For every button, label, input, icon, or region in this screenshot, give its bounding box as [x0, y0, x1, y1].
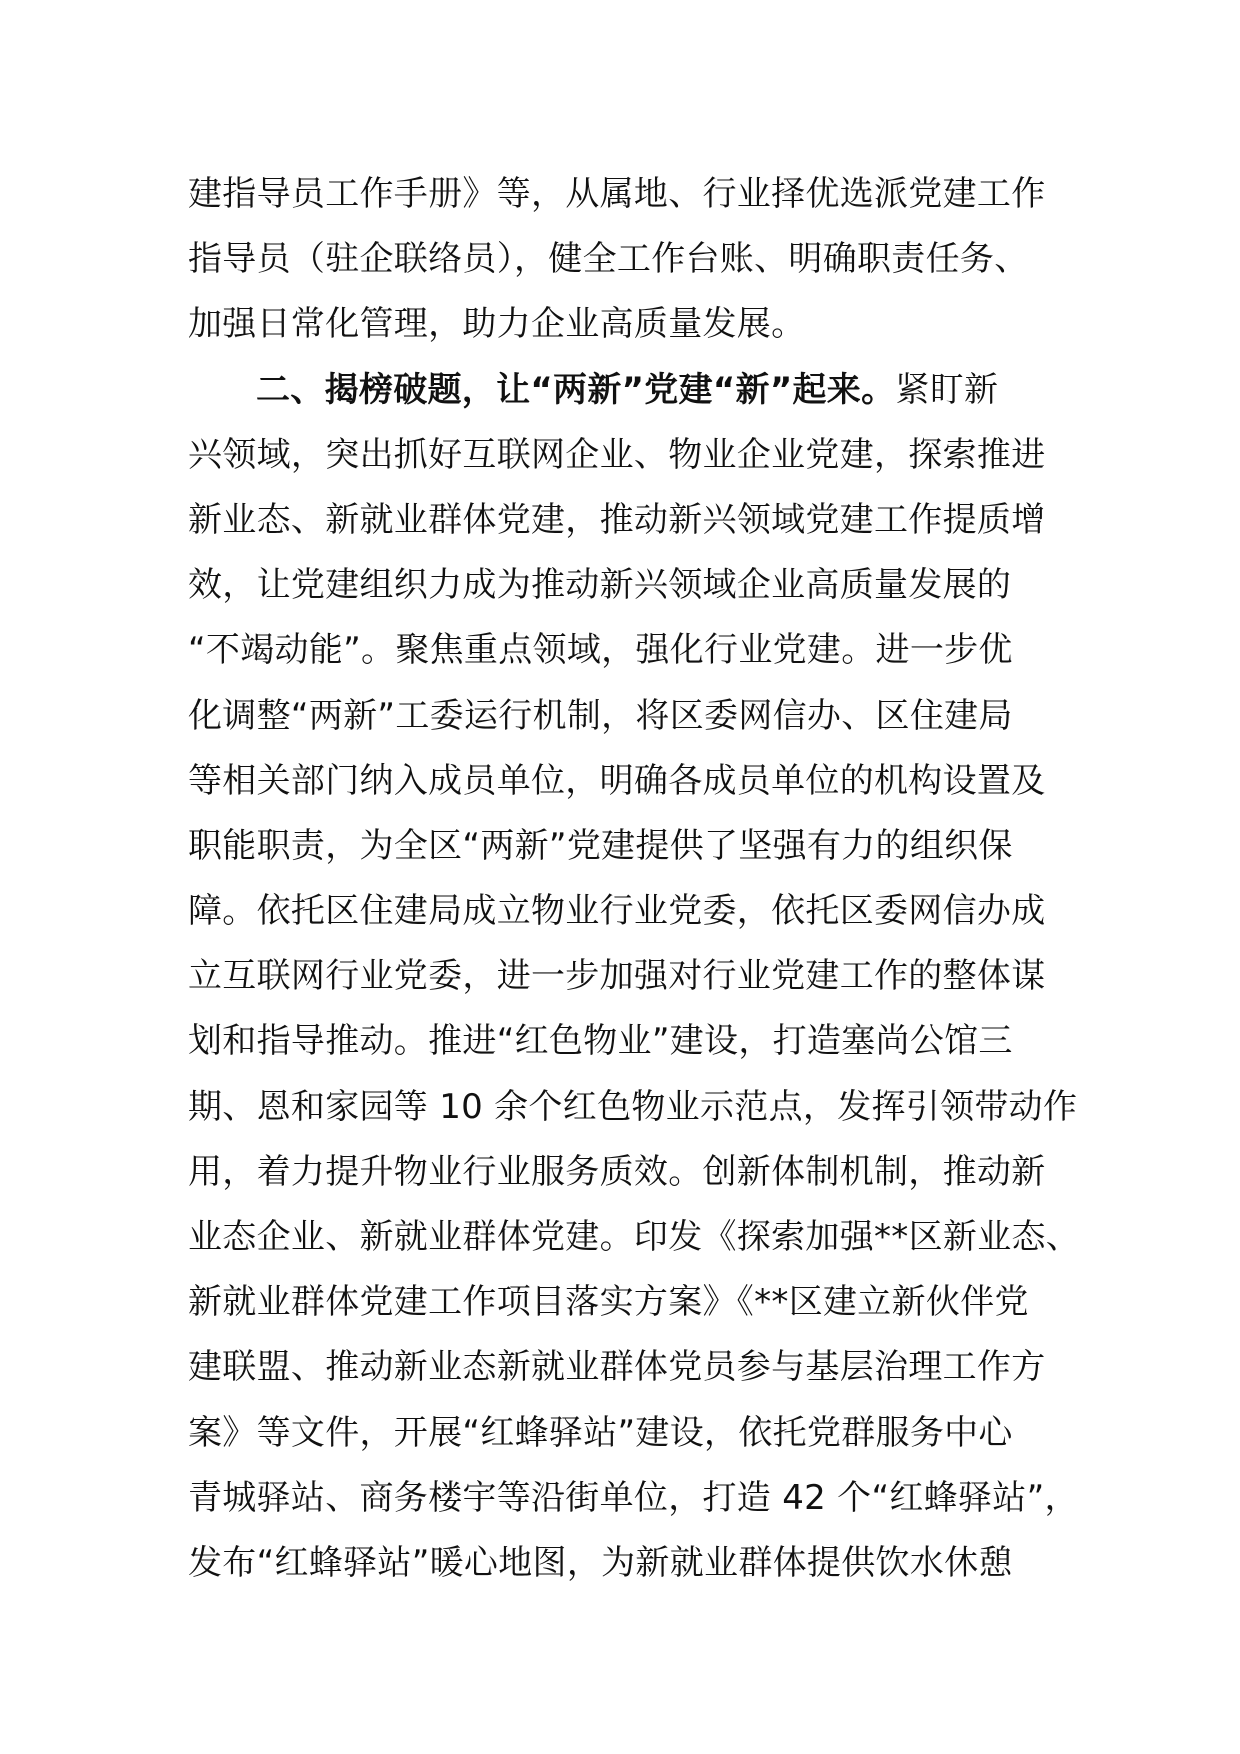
text-line: 新业态、新就业群体党建，推动新兴领域党建工作提质增 [188, 499, 1046, 540]
text-line: 案》等文件，开展“红蜂驿站”建设，依托党群服务中心 [188, 1412, 1013, 1453]
text-line: 业态企业、新就业群体党建。印发《探索加强**区新业态、 [188, 1217, 1081, 1257]
text-line: 建指导员工作手册》等，从属地、行业择优选派党建工作 [188, 174, 1046, 214]
text-line: 青城驿站、商务楼宇等沿街单位，打造 42 个“红蜂驿站”， [188, 1477, 1079, 1518]
text-line: 立互联网行业党委，进一步加强对行业党建工作的整体谋 [188, 956, 1046, 997]
text-line: 建联盟、推动新业态新就业群体党员参与基层治理工作方 [188, 1347, 1046, 1388]
text-line: 新就业群体党建工作项目落实方案》《**区建立新伙伴党 [188, 1282, 1029, 1323]
section-heading: 二、揭榜破题，让“两新”党建“新”起来。 [256, 369, 896, 410]
text-line: 等相关部门纳入成员单位，明确各成员单位的机构设置及 [188, 760, 1046, 801]
text-line: 化调整“两新”工委运行机制，将区委网信办、区住建局 [188, 695, 1013, 736]
section-heading-continuation: 紧盯新 [895, 369, 999, 410]
text-line: 发布“红蜂驿站”暖心地图，为新就业群体提供饮水休憩 [188, 1542, 1013, 1583]
section-heading-line [188, 358, 1068, 423]
text-line: 加强日常化管理，助力企业高质量发展。 [188, 304, 806, 345]
text-line: 障。依托区住建局成立物业行业党委，依托区委网信办成 [188, 891, 1046, 932]
text-line: 兴领域，突出抓好互联网企业、物业企业党建，探索推进 [188, 434, 1046, 475]
text-line: 期、恩和家园等 10 余个红色物业示范点，发挥引领带动作 [188, 1086, 1078, 1127]
text-line: 效，让党建组织力成为推动新兴领域企业高质量发展的 [188, 565, 1012, 606]
text-line: “不竭动能”。聚焦重点领域，强化行业党建。进一步优 [188, 630, 1013, 671]
body-text [188, 162, 1081, 1596]
text-line: 职能职责，为全区“两新”党建提供了坚强有力的组织保 [188, 825, 1013, 866]
text-line: 指导员（驻企联络员），健全工作台账、明确职责任务、 [188, 239, 1029, 280]
text-line: 用，着力提升物业行业服务质效。创新体制机制，推动新 [188, 1151, 1046, 1192]
text-line: 划和指导推动。推进“红色物业”建设，打造塞尚公馆三 [188, 1021, 1013, 1062]
